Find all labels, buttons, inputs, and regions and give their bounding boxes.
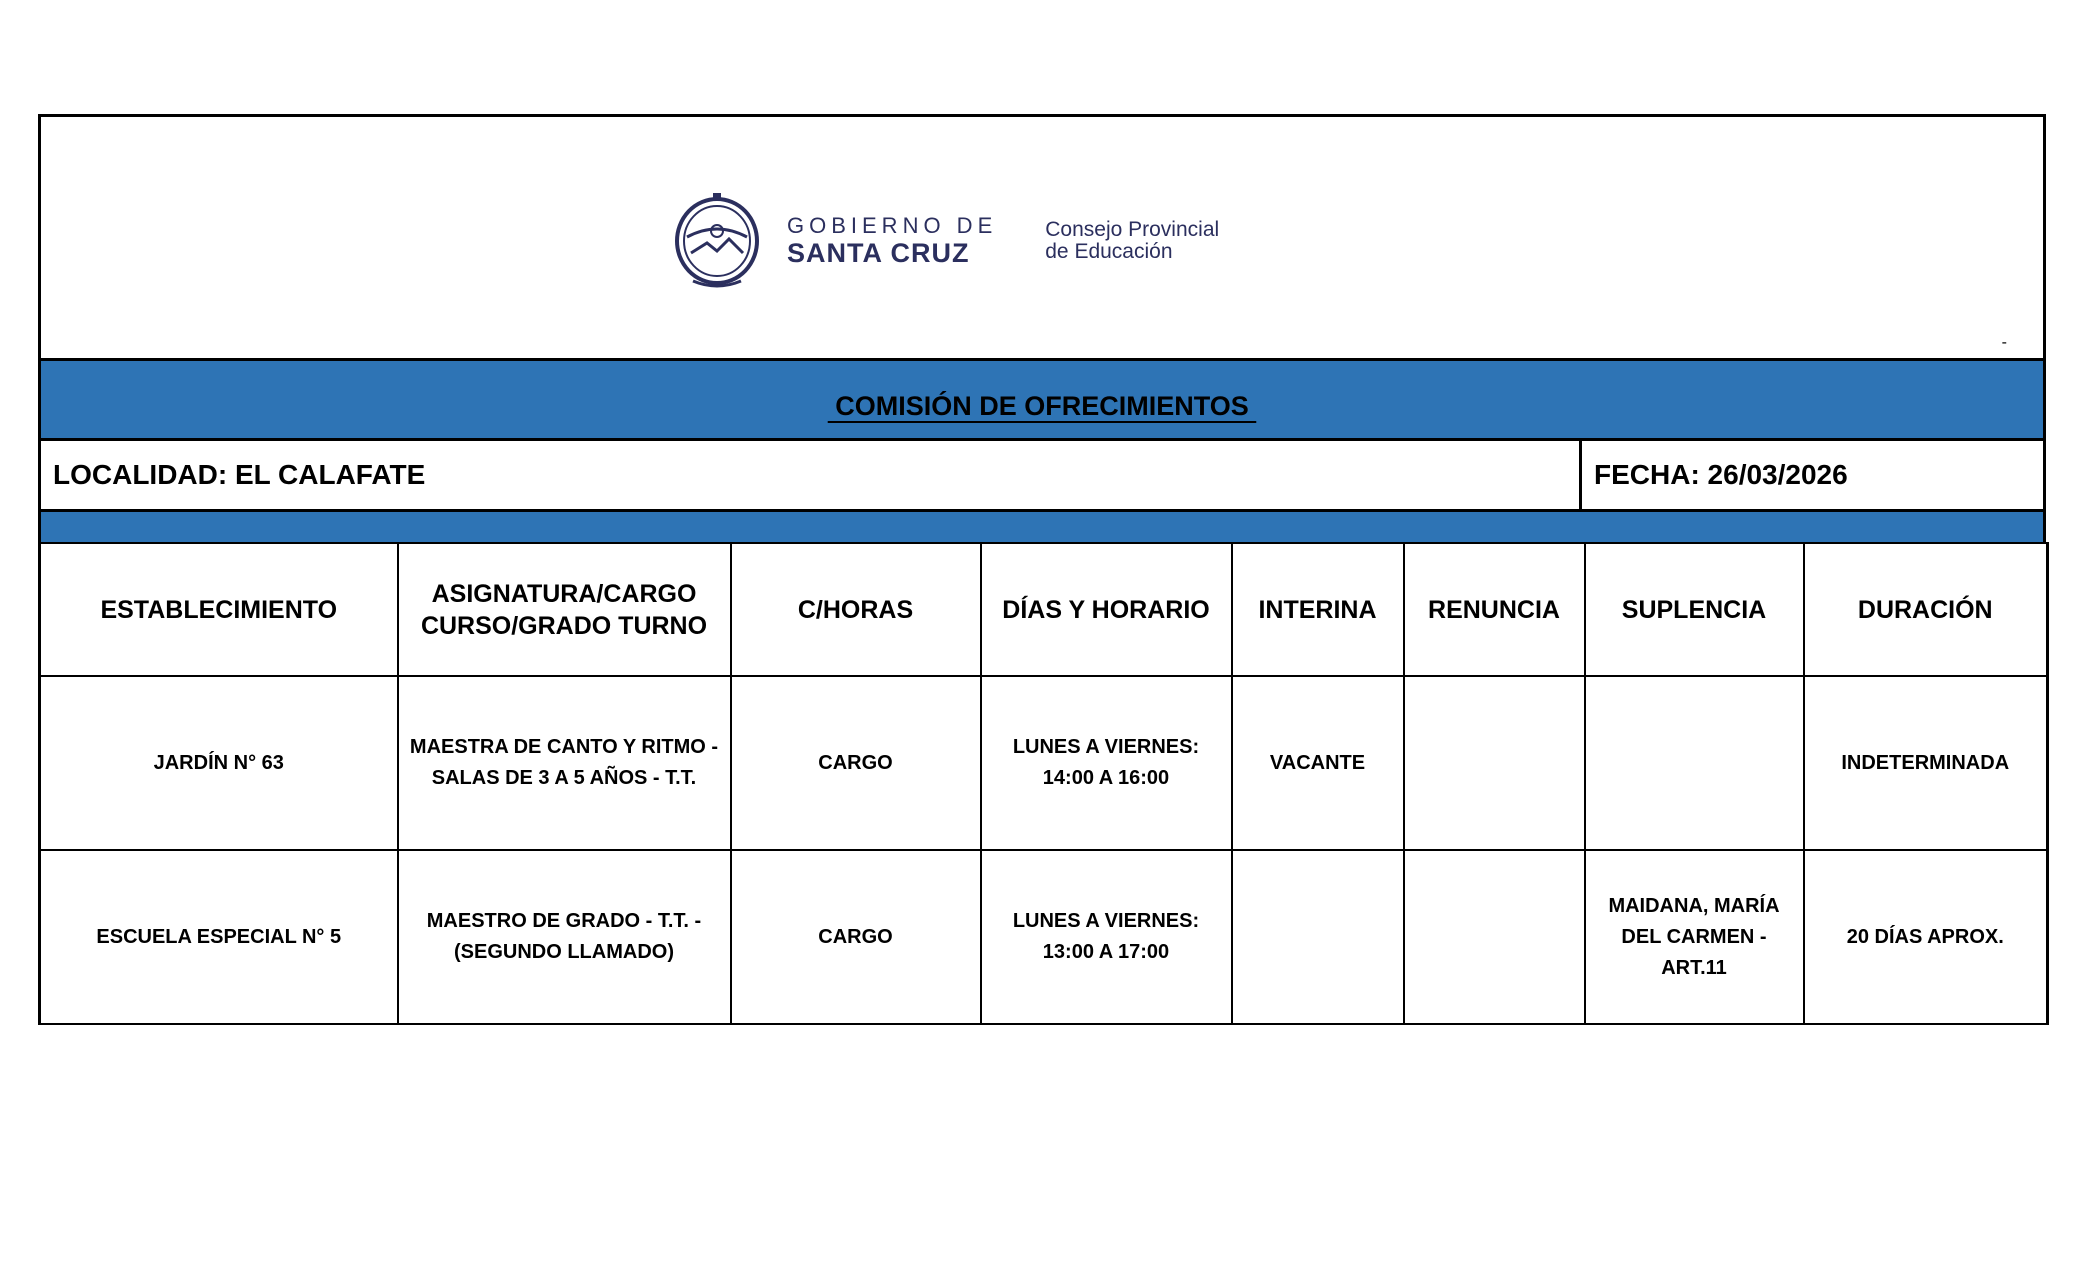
provincial-seal-icon [669, 191, 765, 291]
gov-line-1: GOBIERNO DE [787, 213, 998, 238]
cell-interina [1232, 850, 1404, 1024]
cell-horas: CARGO [731, 676, 981, 850]
cell-asignatura: MAESTRA DE CANTO Y RITMO - SALAS DE 3 A 5 AÑOS - T.T. [398, 676, 731, 850]
header-asignatura: ASIGNATURA/CARGO CURSO/GRADO TURNO [398, 543, 731, 676]
header-interina: INTERINA [1232, 543, 1404, 676]
header-horas: C/HORAS [731, 543, 981, 676]
header-dias-horario: DÍAS Y HORARIO [981, 543, 1232, 676]
government-name [787, 214, 997, 268]
cell-asignatura: MAESTRO DE GRADO - T.T. - (SEGUNDO LLAMADO) [398, 850, 731, 1024]
cell-suplencia: MAIDANA, MARÍA DEL CARMEN - ART.11 [1585, 850, 1804, 1024]
header-duracion: DURACIÓN [1804, 543, 2048, 676]
cell-interina: VACANTE [1232, 676, 1404, 850]
info-row [38, 438, 2046, 512]
cell-suplencia [1585, 676, 1804, 850]
table-header-row [40, 543, 2048, 676]
cell-dias-horario: LUNES A VIERNES: 14:00 A 16:00 [981, 676, 1232, 850]
cell-establecimiento: ESCUELA ESPECIAL N° 5 [40, 850, 398, 1024]
cell-establecimiento: JARDÍN N° 63 [40, 676, 398, 850]
cell-renuncia [1404, 850, 1585, 1024]
localidad-label: LOCALIDAD: EL CALAFATE [41, 441, 1582, 509]
council-line-1: Consejo Provincial [1045, 218, 1220, 241]
separator-strip [38, 512, 2046, 542]
logo-header [38, 114, 2046, 358]
cell-dias-horario: LUNES A VIERNES: 13:00 A 17:00 [981, 850, 1232, 1024]
cell-horas: CARGO [731, 850, 981, 1024]
header-suplencia: SUPLENCIA [1585, 543, 1804, 676]
government-logo [669, 191, 1219, 291]
gov-line-2: SANTA CRUZ [787, 238, 970, 268]
offerings-sheet [38, 114, 2046, 1025]
fecha-label: FECHA: 26/03/2026 [1594, 459, 1848, 490]
table-row [40, 850, 2048, 1024]
council-name [1045, 219, 1219, 263]
cell-duracion: INDETERMINADA [1804, 676, 2048, 850]
title-bar [38, 358, 2046, 438]
corner-mark: - [2001, 334, 2007, 351]
cell-renuncia [1404, 676, 1585, 850]
table-row [40, 676, 2048, 850]
header-renuncia: RENUNCIA [1404, 543, 1585, 676]
header-establecimiento: ESTABLECIMIENTO [40, 543, 398, 676]
council-line-2: de Educación [1045, 240, 1173, 263]
cell-duracion: 20 DÍAS APROX. [1804, 850, 2048, 1024]
page-title: COMISIÓN DE OFRECIMIENTOS [827, 391, 1257, 421]
offerings-table [38, 542, 2049, 1025]
